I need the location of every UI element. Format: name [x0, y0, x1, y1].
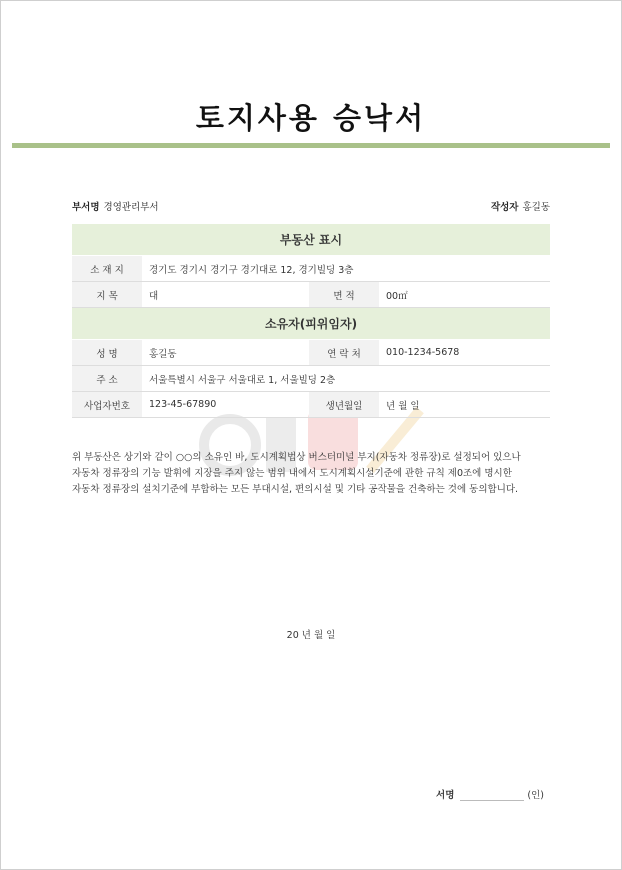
department-info	[72, 199, 159, 213]
business-number-value: 123-45-67890	[142, 392, 309, 418]
signature-block	[436, 787, 544, 801]
row-location	[72, 256, 550, 282]
row-business	[72, 392, 550, 418]
document-title: 토지사용 승낙서	[195, 101, 427, 135]
statement-line: 자동차 정류장의 설치기준에 부합하는 모든 부대시설, 편의시설 및 기타 공작물을 건축하는 것에 동의합니다.	[72, 484, 519, 495]
address-label: 주 소	[72, 366, 142, 392]
section-owner: 소유자(피위임자)	[72, 308, 550, 340]
row-address	[72, 366, 550, 392]
section-property: 부동산 표시	[72, 224, 550, 256]
row-name	[72, 340, 550, 366]
land-type-label: 지 목	[72, 282, 142, 308]
signature-label: 서명	[436, 790, 455, 801]
seal-mark: (인)	[527, 790, 544, 801]
land-type-value: 대	[142, 282, 309, 308]
area-label: 면 적	[309, 282, 379, 308]
contact-value: 010-1234-5678	[379, 340, 550, 366]
author-label: 작성자	[490, 202, 519, 213]
department-value: 경영관리부서	[103, 202, 159, 213]
date-line: 20 년 월 일	[286, 630, 336, 641]
statement-line: 위 부동산은 상기와 같이 ○○의 소유인 바, 도시계획법상 버스터미널 부지(자동차 정류장)로 설정되어 있으나	[72, 452, 521, 463]
name-value: 홍길동	[142, 340, 309, 366]
name-label: 성 명	[72, 340, 142, 366]
address-value: 서울특별시 서울구 서울대로 1, 서울빌딩 2층	[142, 366, 550, 392]
location-value: 경기도 경기시 경기구 경기대로 12, 경기빌딩 3층	[142, 256, 550, 282]
author-info	[491, 199, 550, 213]
birth-label: 생년월일	[309, 392, 379, 418]
area-value: 00㎡	[379, 282, 550, 308]
statement-line: 자동차 정류장의 기능 발휘에 지장을 주지 않는 범위 내에서 도시계획시설기준에 관한 규칙 제0조에 명시한	[72, 468, 512, 479]
property-consent-form	[72, 224, 550, 418]
location-label: 소 재 지	[72, 256, 142, 282]
author-value: 홍길동	[522, 202, 550, 213]
row-land	[72, 282, 550, 308]
birth-value: 년 월 일	[379, 392, 550, 418]
business-number-label: 사업자번호	[72, 392, 142, 418]
contact-label: 연 락 처	[309, 340, 379, 366]
department-label: 부서명	[72, 202, 100, 213]
signature-line[interactable]	[460, 788, 524, 801]
consent-statement	[72, 450, 550, 498]
title-divider	[12, 143, 610, 148]
